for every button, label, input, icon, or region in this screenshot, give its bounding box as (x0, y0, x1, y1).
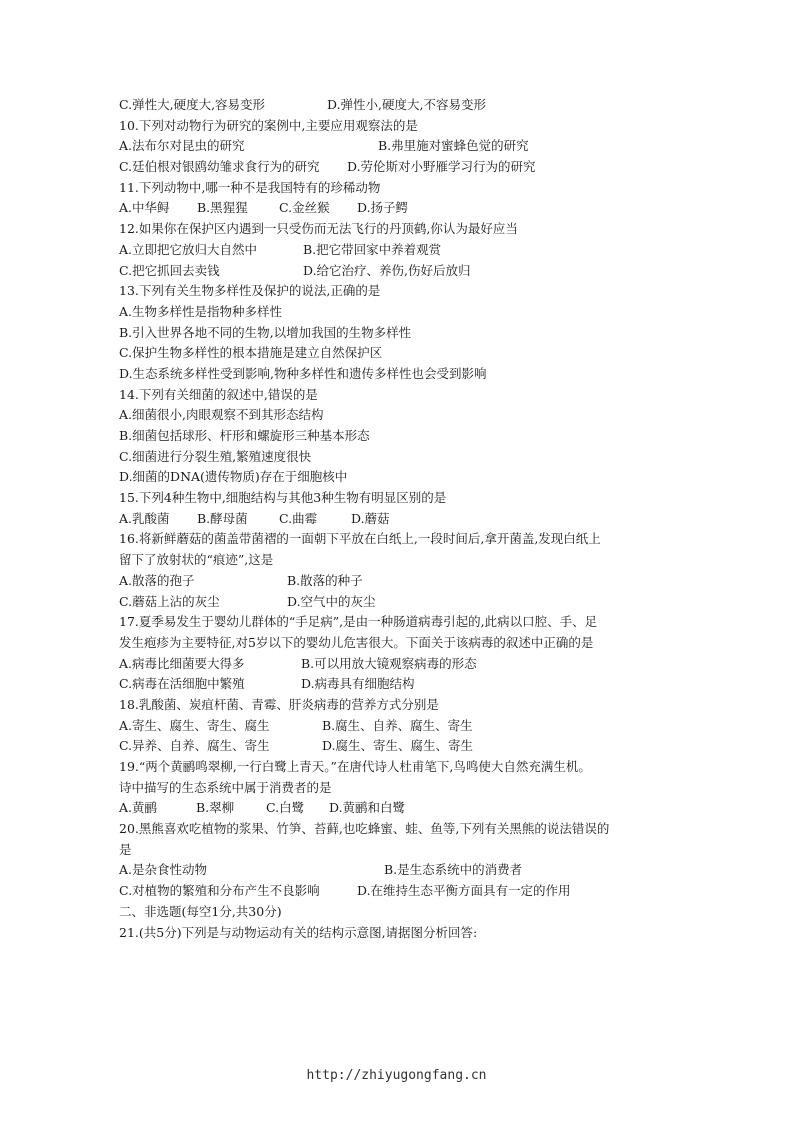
option-a: A.中华鲟 (119, 200, 170, 216)
option-b: D.弹性小,硬度大,不容易变形 (327, 97, 486, 112)
options-row (119, 736, 679, 757)
options-row (119, 136, 679, 157)
options-row (119, 571, 679, 592)
option-a: C.把它抓回去卖钱 (119, 262, 220, 278)
option-b: B.黑猩猩 (197, 200, 248, 216)
text-line: 18.乳酸菌、炭疽杆菌、青霉、肝炎病毒的营养方式分别是 (119, 696, 439, 712)
options-row (119, 157, 679, 178)
option-a: C.异养、自养、腐生、寄生 (119, 738, 270, 754)
option-b: B.腐生、自养、腐生、寄生 (322, 717, 473, 733)
text-line: 19.“两个黄鹂鸣翠柳,一行白鹭上青天。”在唐代诗人杜甫笔下,鸟鸣使大自然充满生机。 (119, 759, 591, 774)
option-b: B.把它带回家中养着观赏 (303, 241, 442, 257)
option-c: C.金丝猴 (279, 200, 330, 216)
option-d: D.扬子鳄 (357, 200, 409, 216)
option-c: C.白鹭 (266, 800, 305, 816)
options-row (119, 198, 679, 219)
option-a: A.寄生、腐生、寄生、腐生 (119, 717, 270, 733)
option-a: A.乳酸菌 (119, 510, 170, 526)
text-line: C.细菌进行分裂生殖,繁殖速度很快 (119, 448, 312, 464)
option-b: B.酵母菌 (197, 510, 248, 526)
options-row (119, 881, 679, 902)
options-row (119, 95, 679, 116)
option-a: C.廷伯根对银鸥幼雏求食行为的研究 (119, 159, 320, 175)
text-line: 12.如果你在保护区内遇到一只受伤而无法飞行的丹顶鹤,你认为最好应当 (119, 221, 518, 237)
option-a: A.黄鹂 (119, 800, 158, 816)
option-b: D.给它治疗、养伤,伤好后放归 (303, 262, 471, 278)
text-line: 二、非选题(每空1分,共30分) (119, 903, 282, 919)
options-row (119, 261, 679, 282)
option-b: B.可以用放大镜观察病毒的形态 (301, 655, 477, 671)
text-line: C.保护生物多样性的根本措施是建立自然保护区 (119, 345, 383, 361)
option-b: B.翠柳 (196, 800, 235, 816)
options-row (119, 860, 679, 881)
text-line: 留下了放射状的“痕迹”,这是 (119, 552, 274, 568)
option-a: A.散落的孢子 (119, 572, 195, 588)
text-line: 发生疱疹为主要特征,对5岁以下的婴幼儿危害很大。下面关于该病毒的叙述中正确的是 (119, 634, 594, 650)
option-b: D.腐生、寄生、腐生、寄生 (322, 738, 474, 754)
text-line: A.生物多样性是指物种多样性 (119, 303, 283, 319)
option-d: D.黄鹂和白鹭 (329, 800, 406, 816)
text-line: B.细菌包括球形、杆形和螺旋形三种基本形态 (119, 428, 370, 443)
option-a: A.是杂食性动物 (119, 862, 208, 878)
text-line: 诗中描写的生态系统中属于消费者的是 (119, 779, 332, 795)
text-line: D.细菌的DNA(遗传物质)存在于细胞核中 (119, 469, 348, 485)
text-line: 是 (119, 841, 132, 857)
options-row (119, 592, 679, 613)
options-row (119, 716, 679, 737)
option-c: C.曲霉 (279, 510, 318, 526)
option-a: C.蘑菇上沾的灰尘 (119, 593, 220, 609)
text-line: 17.夏季易发生于婴幼儿群体的“手足病”,是由一种肠道病毒引起的,此病以口腔、手、足 (119, 614, 598, 630)
option-a: C.弹性大,硬度大,容易变形 (119, 97, 266, 112)
option-b: B.弗里施对蜜蜂色觉的研究 (378, 138, 529, 154)
option-b: B.是生态系统中的消费者 (384, 862, 523, 878)
option-b: B.散落的种子 (287, 572, 363, 588)
option-b: D.在维持生态平衡方面具有一定的作用 (357, 883, 571, 899)
text-line: 20.黑熊喜欢吃植物的浆果、竹笋、苔藓,也吃蜂蜜、蛙、鱼等,下列有关黑熊的说法错误的 (119, 821, 610, 837)
option-b: D.劳伦斯对小野雁学习行为的研究 (347, 159, 536, 175)
option-b: D.病毒具有细胞结构 (301, 676, 415, 692)
options-row (119, 240, 679, 261)
options-row (119, 798, 679, 819)
text-line: 21.(共5分)下列是与动物运动有关的结构示意图,请据图分析回答: (119, 924, 478, 940)
option-b: D.空气中的灰尘 (287, 593, 376, 609)
text-line: 14.下列有关细菌的叙述中,错误的是 (119, 386, 318, 402)
text-line: 11.下列动物中,哪一种不是我国特有的珍稀动物 (119, 179, 381, 195)
option-a: C.病毒在活细胞中繁殖 (119, 676, 245, 692)
option-d: D.蘑菇 (351, 510, 390, 526)
option-a: A.法布尔对昆虫的研究 (119, 138, 245, 154)
options-row (119, 674, 679, 695)
text-line: 15.下列4种生物中,细胞结构与其他3种生物有明显区别的是 (119, 490, 447, 506)
option-a: A.病毒比细菌要大得多 (119, 655, 245, 671)
document-body (119, 95, 679, 943)
text-line: A.细菌很小,肉眼观察不到其形态结构 (119, 407, 324, 423)
footer-url[interactable]: http://zhiyugongfang.cn (306, 1068, 487, 1083)
text-line: 10.下列对动物行为研究的案例中,主要应用观察法的是 (119, 117, 418, 133)
options-row (119, 509, 679, 530)
text-line: D.生态系统多样性受到影响,物种多样性和遗传多样性也会受到影响 (119, 365, 487, 381)
options-row (119, 654, 679, 675)
text-line: 13.下列有关生物多样性及保护的说法,正确的是 (119, 283, 381, 299)
text-line: 16.将新鲜蘑菇的菌盖带菌褶的一面朝下平放在白纸上,一段时间后,拿开菌盖,发现白纸上 (119, 531, 601, 547)
option-a: C.对植物的繁殖和分布产生不良影响 (119, 883, 320, 899)
option-a: A.立即把它放归大自然中 (119, 241, 258, 257)
text-line: B.引入世界各地不同的生物,以增加我国的生物多样性 (119, 324, 412, 340)
